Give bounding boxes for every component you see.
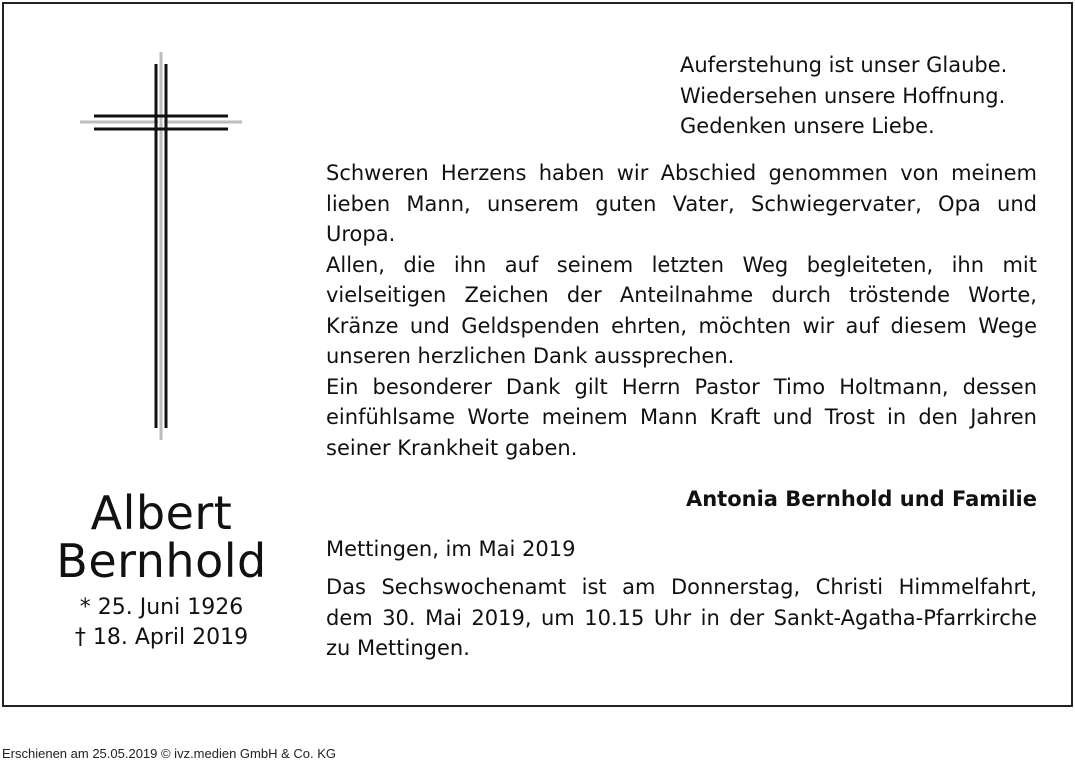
motto-line-1: Auferstehung ist unser Glaube.	[680, 53, 1008, 77]
mass-info: Das Sechswochenamt ist am Donnerstag, Christi Himmelfahrt, dem 30. Mai 2019, um 10.15 Uhr in der Sankt-Agatha-Pfarrkirche zu Mettingen.	[326, 575, 1037, 660]
deceased-first-name: Albert	[90, 486, 233, 540]
body-paragraph-2: Allen, die ihn auf seinem letzten Weg begleiteten, ihn mit vielseitigen Zeichen der Anteilnahme durch tröstende Worte, Kränze und Geldspenden ehrten, möchten wir auf diesem Wege unseren herzlichen Dank aussprechen.	[326, 252, 1037, 368]
place-date: Mettingen, im Mai 2019	[326, 537, 576, 561]
motto-line-2: Wiedersehen unsere Hoffnung.	[680, 83, 1006, 108]
publication-footer: Erschienen am 25.05.2019 © ivz.medien GmbH & Co. KG	[2, 746, 337, 761]
death-date: † 18. April 2019	[74, 625, 249, 650]
body-paragraph-3: Ein besonderer Dank gilt Herrn Pastor Timo Holtmann, dessen einfühlsame Worte meinem Mann Kraft und Trost in den Jahren seiner Krankheit gaben.	[326, 374, 1037, 460]
obituary-frame	[2, 2, 1073, 707]
motto	[680, 50, 1060, 142]
life-dates	[24, 593, 299, 653]
motto-line-3: Gedenken unsere Liebe.	[680, 114, 935, 138]
cross-icon	[80, 52, 242, 440]
deceased-last-name: Bernhold	[56, 534, 267, 588]
body-paragraph-1: Schweren Herzens haben wir Abschied genommen von meinem lieben Mann, unserem guten Vater, Schwiegervater, Opa und Uropa.	[326, 161, 1037, 246]
signer: Antonia Bernhold und Familie	[685, 487, 1037, 511]
obituary-body	[326, 158, 1037, 463]
deceased-block	[24, 486, 299, 653]
birth-date: * 25. Juni 1926	[79, 595, 244, 620]
